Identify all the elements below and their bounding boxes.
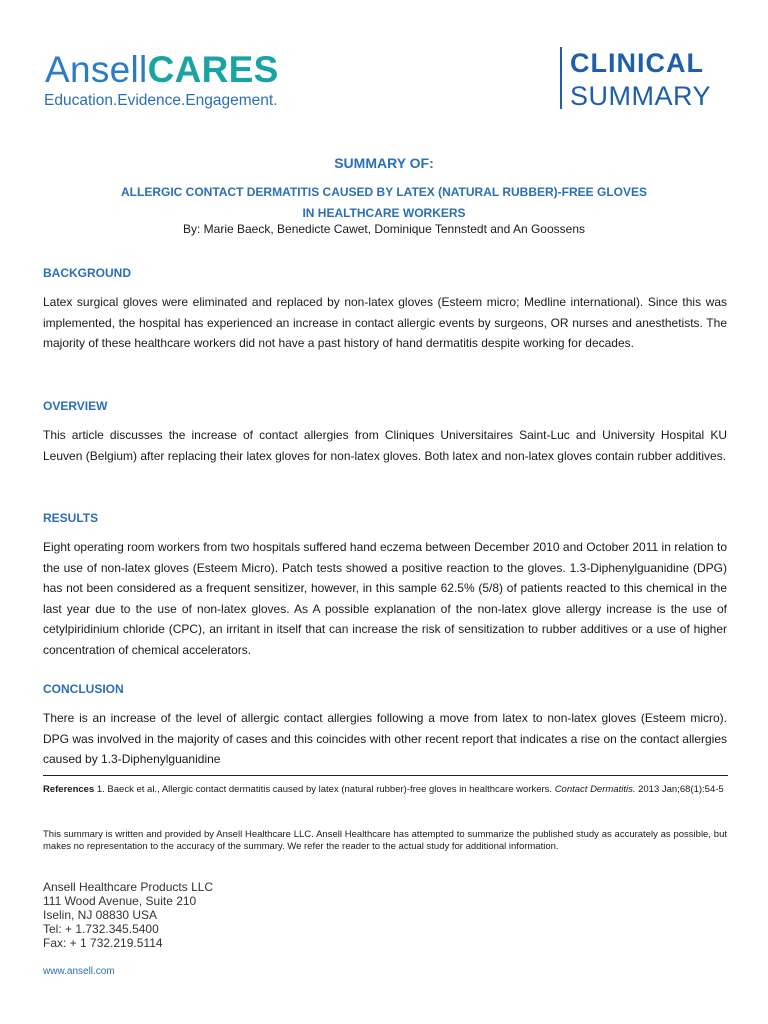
clinical-label: CLINICAL <box>570 48 704 78</box>
references-journal: Contact Dermatitis. <box>554 784 636 795</box>
results-heading: RESULTS <box>43 511 99 525</box>
conclusion-section <box>43 682 727 770</box>
document-header <box>0 0 768 130</box>
references-label: References <box>43 784 95 795</box>
author-byline: By: Marie Baeck, Benedicte Cawet, Dominique Tennstedt and An Goossens <box>182 222 585 236</box>
article-title <box>0 182 768 224</box>
logo-ansell-text: Ansell <box>45 49 148 90</box>
website-link[interactable]: www.ansell.com <box>43 966 115 977</box>
overview-heading: OVERVIEW <box>43 399 108 413</box>
company-address <box>43 880 213 950</box>
address-tel: Tel: + 1.732.345.5400 <box>43 922 159 936</box>
ansell-cares-logo <box>45 50 279 90</box>
references-divider <box>43 775 728 776</box>
address-company: Ansell Healthcare Products LLC <box>43 880 214 894</box>
article-title-line-2: IN HEALTHCARE WORKERS <box>302 206 466 220</box>
address-fax: Fax: + 1 732.219.5114 <box>43 936 163 950</box>
conclusion-body: There is an increase of the level of allergic contact allergies following a move from latex to non-latex gloves (Esteem micro). DPG was involved in the majority of cases and this coincides with other recent report that indicates a rise on the contact allergies caused by 1.3-Diphenylguanidine <box>43 711 727 766</box>
summary-label: SUMMARY <box>570 81 712 111</box>
results-body: Eight operating room workers from two hospitals suffered hand eczema between December 2010 and October 2011 in relation to the use of non-latex gloves (Esteem Micro). Patch tests showed a positive reaction to the gloves. 1.3-Diphenylguanidine (DPG) has not been considered as a frequent sensitizer, however, in this sample 62.5% (5/8) of patients reacted to this chemical in the last year due to the use of non-latex gloves. As A possible explanation of the non-latex glove allergy increase is the use of cetylpiridinium chloride (CPC), an irritant in itself that can increase the risk of sensitization to rubber additives or a use of higher concentration of chemical accelerators. <box>43 540 727 657</box>
overview-section <box>43 399 727 466</box>
overview-body: This article discusses the increase of contact allergies from Cliniques Universitaires Saint-Luc and University Hospital KU Leuven (Belgium) after replacing their latex gloves for non-latex gloves. Both latex and non-latex gloves contain rubber additives. <box>43 428 727 463</box>
logo-tagline: Education.Evidence.Engagement. <box>44 92 278 109</box>
references-text-b: 2013 Jan;68(1):54-5 <box>635 784 724 795</box>
background-section <box>43 266 727 354</box>
address-city: Iselin, NJ 08830 USA <box>43 908 158 922</box>
disclaimer: This summary is written and provided by Ansell Healthcare LLC. Ansell Healthcare has attempted to summarize the published study as accurately as possible, but makes no representation to the accuracy of the summary. We refer the reader to the actual study for additional information. <box>43 829 727 852</box>
summary-of-heading: SUMMARY OF: <box>334 155 434 171</box>
conclusion-heading: CONCLUSION <box>43 682 124 696</box>
references <box>43 780 727 800</box>
background-heading: BACKGROUND <box>43 266 131 280</box>
references-text-a: 1. Baeck et al., Allergic contact dermatitis caused by latex (natural rubber)-free gloves in healthcare workers. <box>94 784 555 795</box>
header-divider <box>560 47 562 109</box>
logo-cares-text: CARES <box>147 49 279 90</box>
address-street: 111 Wood Avenue, Suite 210 <box>43 894 197 908</box>
results-section <box>43 511 727 660</box>
article-title-line-1: ALLERGIC CONTACT DERMATITIS CAUSED BY LATEX (NATURAL RUBBER)-FREE GLOVES <box>121 185 647 199</box>
background-body: Latex surgical gloves were eliminated and replaced by non-latex gloves (Esteem micro; Medline international). Since this was implemented, the hospital has experienced an increase in contact allergic events by surgeons, OR nurses and anesthetists. The majority of these healthcare workers did not have a past history of hand dermatitis despite working for decades. <box>43 295 727 350</box>
